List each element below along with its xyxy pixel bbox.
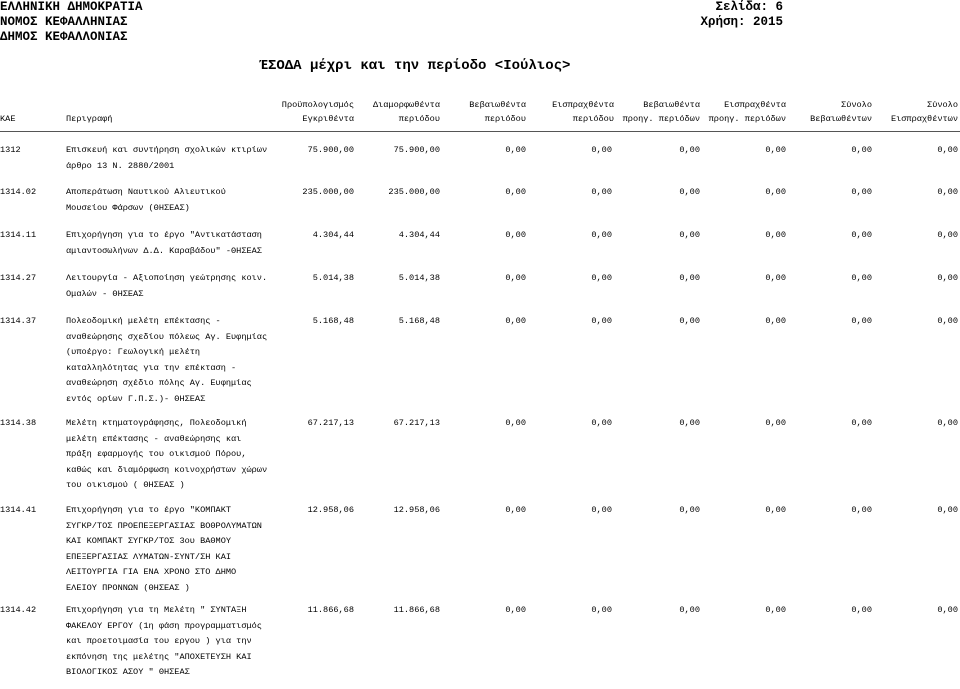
row-kae-code: 1314.38 bbox=[0, 418, 37, 428]
row-description-line: Αποπεράτωση Ναυτικού Αλιευτικού bbox=[66, 187, 226, 197]
column-adjusted-budget: Διαμορφωθέντα περιόδου bbox=[372, 100, 440, 124]
column-total-collected: Σύνολο Εισπραχθέντων bbox=[890, 100, 958, 124]
row-amount: 75.900,00 bbox=[307, 145, 354, 155]
row-amount: 5.168,48 bbox=[312, 316, 354, 326]
row-amount: 0,00 bbox=[679, 418, 700, 428]
row-description bbox=[66, 271, 286, 302]
row-amount: 0,00 bbox=[591, 316, 612, 326]
issuer-line-2: ΝΟΜΟΣ ΚΕΦΑΛΛΗΝΙΑΣ bbox=[0, 15, 128, 29]
row-amount: 0,00 bbox=[505, 505, 526, 515]
column-confirmed-previous: Βεβαιωθέντα προηγ. περιόδων bbox=[622, 100, 700, 124]
row-amount: 0,00 bbox=[765, 418, 786, 428]
row-amount: 0,00 bbox=[679, 273, 700, 283]
row-kae-code: 1314.41 bbox=[0, 505, 37, 515]
row-description-line: ΛΕΙΤΟΥΡΓΙΑ ΓΙΑ ΕΝΑ ΧΡΟΝΟ ΣΤΟ ΔΗΜΟ bbox=[66, 567, 237, 577]
row-amount: 5.014,38 bbox=[312, 273, 354, 283]
row-description bbox=[66, 416, 286, 494]
row-amount: 0,00 bbox=[591, 418, 612, 428]
row-amount: 235.000,00 bbox=[302, 187, 354, 197]
column-total-confirmed: Σύνολο Βεβαιωθέντων bbox=[810, 100, 872, 124]
row-amount: 0,00 bbox=[937, 605, 958, 615]
row-description bbox=[66, 603, 286, 681]
row-amount: 0,00 bbox=[851, 273, 872, 283]
row-description-line: ΚΑΙ ΚΟΜΠΑΚΤ ΣΥΓΚΡ/ΤΟΣ 3ου ΒΑΘΜΟΥ bbox=[66, 536, 232, 546]
row-amount: 0,00 bbox=[765, 230, 786, 240]
row-description-line: εντός ορίων Γ.Π.Σ.)- ΘΗΣΕΑΣ bbox=[66, 393, 206, 404]
row-description-line: ΦΑΚΕΛΟΥ ΕΡΓΟΥ (1η φάση προγραμματισμός bbox=[66, 620, 262, 631]
row-description-line: καταλληλότητας για την επέκταση - bbox=[66, 362, 237, 373]
row-amount: 0,00 bbox=[505, 418, 526, 428]
page-info bbox=[700, 0, 783, 30]
row-description bbox=[66, 143, 286, 174]
row-amount: 0,00 bbox=[679, 145, 700, 155]
row-amount: 0,00 bbox=[505, 230, 526, 240]
row-amount: 75.900,00 bbox=[393, 145, 440, 155]
row-amount: 0,00 bbox=[505, 316, 526, 326]
row-amount: 12.958,06 bbox=[307, 505, 354, 515]
row-amount: 0,00 bbox=[765, 273, 786, 283]
row-kae-code: 1312 bbox=[0, 145, 21, 155]
row-amount: 0,00 bbox=[591, 273, 612, 283]
row-amount: 0,00 bbox=[851, 605, 872, 615]
row-description bbox=[66, 185, 286, 216]
row-amount: 0,00 bbox=[765, 187, 786, 197]
row-amount: 0,00 bbox=[679, 505, 700, 515]
column-collected-period: Εισπραχθέντα περιόδου bbox=[552, 100, 614, 124]
row-description-line: καθώς και διαμόρφωση κοινοχρήστων χώρων bbox=[66, 464, 268, 475]
row-kae-code: 1314.27 bbox=[0, 273, 37, 283]
row-description-line: πράξη εφαρμογής του οικισμού Πόρου, bbox=[66, 449, 247, 459]
row-description-line: (υποέργο: Γεωλογική μελέτη bbox=[66, 347, 201, 357]
row-amount: 67.217,13 bbox=[393, 418, 440, 428]
row-amount: 0,00 bbox=[851, 316, 872, 326]
header-divider bbox=[0, 131, 960, 132]
row-amount: 67.217,13 bbox=[307, 418, 354, 428]
row-amount: 0,00 bbox=[851, 505, 872, 515]
row-amount: 0,00 bbox=[765, 505, 786, 515]
column-description: Περιγραφή bbox=[66, 114, 113, 124]
row-kae-code: 1314.42 bbox=[0, 605, 37, 615]
row-amount: 0,00 bbox=[937, 505, 958, 515]
row-description-line: εκπόνηση της μελέτης "ΑΠΟΧΕΤΕΥΣΗ ΚΑΙ bbox=[66, 651, 252, 662]
row-amount: 0,00 bbox=[937, 273, 958, 283]
row-description bbox=[66, 314, 286, 407]
row-amount: 4.304,44 bbox=[312, 230, 354, 240]
row-description-line: ΒΙΟΛΟΓΙΚΟΣ ΑΣΟΥ " ΘΗΣΕΑΣ bbox=[66, 667, 190, 677]
row-description-line: Ομαλών - ΘΗΣΕΑΣ bbox=[66, 288, 144, 299]
row-amount: 0,00 bbox=[937, 418, 958, 428]
row-amount: 0,00 bbox=[591, 505, 612, 515]
page-number: Σελίδα: 6 bbox=[715, 0, 783, 14]
row-description-line: Επιχορήγηση για το έργο "Αντικατάσταση bbox=[66, 230, 262, 240]
column-confirmed-period: Βεβαιωθέντα περιόδου bbox=[469, 100, 526, 124]
row-amount: 0,00 bbox=[851, 418, 872, 428]
row-description bbox=[66, 228, 286, 259]
row-description-line: Επιχορήγηση για το έργο "ΚΟΜΠΑΚΤ bbox=[66, 505, 232, 515]
row-amount: 0,00 bbox=[591, 187, 612, 197]
row-description-line: αμιαντοσωλήνων Δ.Δ. Καραβάδου" -ΘΗΣΕΑΣ bbox=[66, 245, 262, 256]
row-amount: 11.866,68 bbox=[393, 605, 440, 615]
row-amount: 0,00 bbox=[591, 145, 612, 155]
row-description-line: ΣΥΓΚΡ/ΤΟΣ ΠΡΟΕΠΕΞΕΡΓΑΣΙΑΣ ΒΟΘΡΟΛΥΜΑΤΩΝ bbox=[66, 520, 262, 531]
row-amount: 0,00 bbox=[505, 187, 526, 197]
row-description-line: Επιχορήγηση για τη Μελέτη " ΣΥΝΤΑΞΗ bbox=[66, 605, 247, 615]
row-amount: 0,00 bbox=[937, 230, 958, 240]
column-collected-previous: Εισπραχθέντα προηγ. περιόδων bbox=[708, 100, 786, 124]
row-description-line: Μουσείου Φάρσων (ΘΗΣΕΑΣ) bbox=[66, 202, 190, 213]
row-description-line: και προετοιμασία του εργου ) για την bbox=[66, 636, 252, 646]
column-kae: ΚΑΕ bbox=[0, 114, 16, 124]
issuer-line-1: ΕΛΛΗΝΙΚΗ ΔΗΜΟΚΡΑΤΙΑ bbox=[0, 0, 143, 14]
row-description-line: Επισκευή και συντήρηση σχολικών κτιρίων bbox=[66, 145, 268, 155]
row-kae-code: 1314.37 bbox=[0, 316, 37, 326]
row-amount: 0,00 bbox=[679, 316, 700, 326]
row-amount: 0,00 bbox=[505, 273, 526, 283]
row-description-line: Πολεοδομική μελέτη επέκτασης - bbox=[66, 316, 221, 326]
row-amount: 5.014,38 bbox=[398, 273, 440, 283]
row-amount: 5.168,48 bbox=[398, 316, 440, 326]
row-amount: 0,00 bbox=[679, 187, 700, 197]
row-description-line: ΕΛΕΙΟΥ ΠΡΟΝΝΩΝ (ΘΗΣΕΑΣ ) bbox=[66, 582, 190, 593]
row-amount: 4.304,44 bbox=[398, 230, 440, 240]
row-amount: 0,00 bbox=[591, 605, 612, 615]
row-description-line: αναθεώρησης σχεδίου πόλεως Αγ. Ευφημίας bbox=[66, 331, 268, 342]
issuer-line-3: ΔΗΜΟΣ ΚΕΦΑΛΛΟΝΙΑΣ bbox=[0, 30, 128, 44]
row-description-line: Μελέτη κτηματογράφησης, Πολεοδομική bbox=[66, 418, 247, 428]
row-description-line: Λειτουργία - Αξιοποίηση γεώτρησης κοιν. bbox=[66, 273, 268, 283]
row-amount: 0,00 bbox=[937, 187, 958, 197]
row-amount: 235.000,00 bbox=[388, 187, 440, 197]
row-kae-code: 1314.02 bbox=[0, 187, 37, 197]
row-amount: 0,00 bbox=[765, 316, 786, 326]
row-kae-code: 1314.11 bbox=[0, 230, 37, 240]
row-amount: 0,00 bbox=[679, 230, 700, 240]
row-amount: 0,00 bbox=[765, 145, 786, 155]
row-description bbox=[66, 503, 286, 596]
row-amount: 12.958,06 bbox=[393, 505, 440, 515]
column-approved-budget: Προϋπολογισμός Εγκριθέντα bbox=[281, 100, 354, 124]
row-description-line: αναθεώρηση σχέδιο πόλης Αγ. Ευφημίας bbox=[66, 378, 252, 388]
row-amount: 0,00 bbox=[851, 187, 872, 197]
row-amount: 11.866,68 bbox=[307, 605, 354, 615]
row-amount: 0,00 bbox=[937, 316, 958, 326]
row-amount: 0,00 bbox=[765, 605, 786, 615]
row-description-line: ΕΠΕΞΕΡΓΑΣΙΑΣ ΛΥΜΑΤΩΝ-ΣΥΝΤ/ΣΗ ΚΑΙ bbox=[66, 551, 232, 562]
report-title: ΈΣΟΔΑ μέχρι και την περίοδο <Ιούλιος> bbox=[259, 58, 571, 74]
row-amount: 0,00 bbox=[591, 230, 612, 240]
fiscal-year: Χρήση: 2015 bbox=[700, 15, 783, 29]
row-amount: 0,00 bbox=[851, 145, 872, 155]
row-amount: 0,00 bbox=[851, 230, 872, 240]
row-amount: 0,00 bbox=[505, 145, 526, 155]
row-description-line: άρθρο 13 Ν. 2880/2001 bbox=[66, 160, 175, 171]
row-amount: 0,00 bbox=[505, 605, 526, 615]
row-amount: 0,00 bbox=[937, 145, 958, 155]
row-description-line: μελέτη επέκτασης - αναθεώρησης και bbox=[66, 433, 242, 444]
row-description-line: του οικισμού ( ΘΗΣΕΑΣ ) bbox=[66, 480, 185, 490]
row-amount: 0,00 bbox=[679, 605, 700, 615]
issuer-block bbox=[0, 0, 143, 45]
